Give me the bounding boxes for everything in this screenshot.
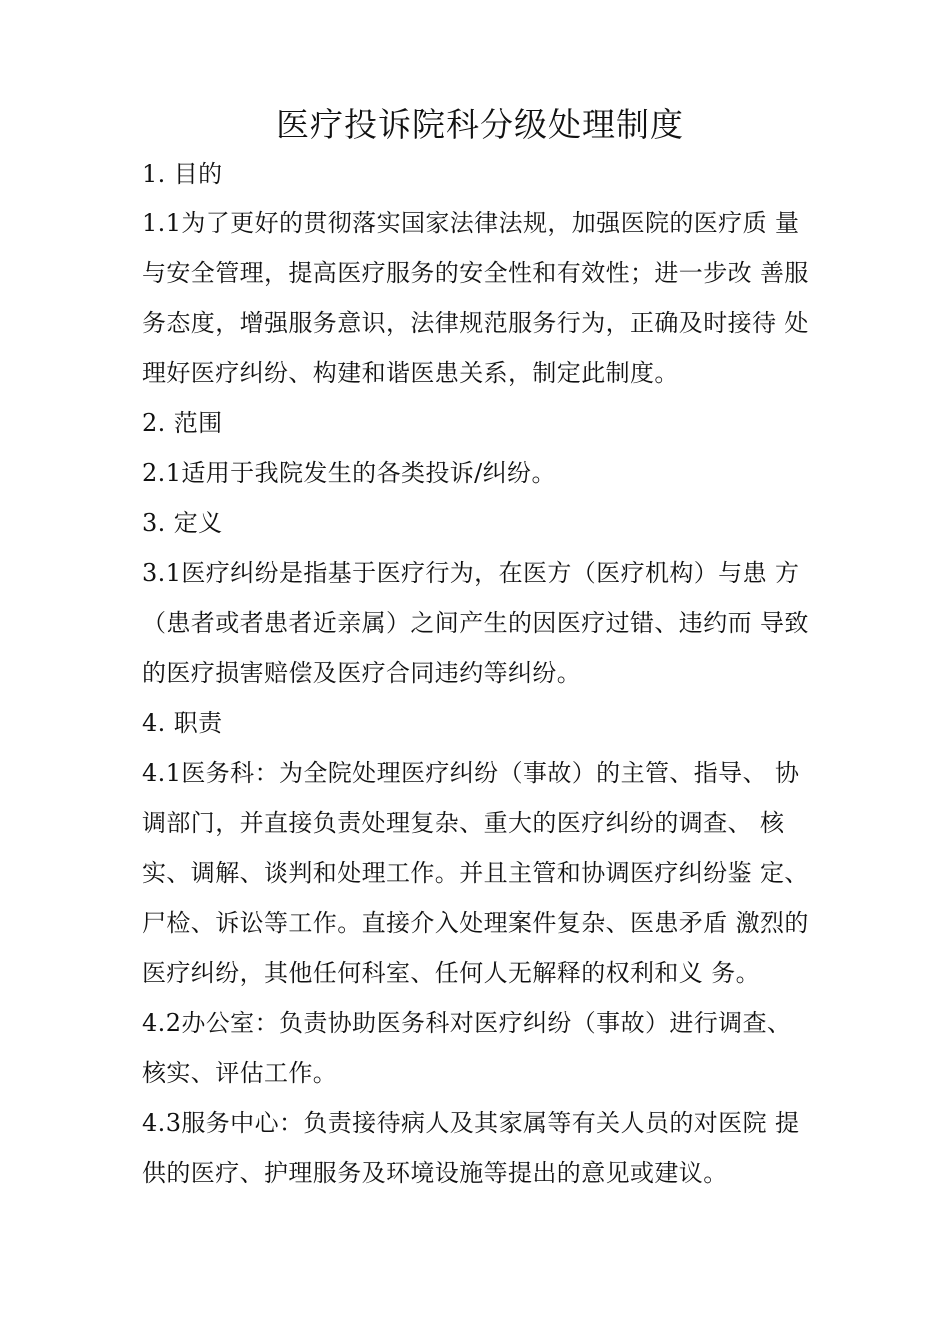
paragraph-line: 4.2办公室：负责协助医务科对医疗纠纷（事故）进行调查、 [142, 1009, 792, 1037]
paragraph-line: 的医疗损害赔偿及医疗合同违约等纠纷。 [142, 659, 582, 687]
paragraph-line: 核实、评估工作。 [142, 1059, 338, 1087]
paragraph-line: 4.1医务科：为全院处理医疗纠纷（事故）的主管、指导、 协 [142, 759, 800, 787]
paragraph-line: 与安全管理，提高医疗服务的安全性和有效性；进一步改 善服 [142, 259, 809, 287]
document-title: 医疗投诉院科分级处理制度 [276, 105, 684, 144]
paragraph-line: 务态度，增强服务意识，法律规范服务行为，正确及时接待 处 [142, 309, 809, 337]
paragraph-line: （患者或者患者近亲属）之间产生的因医疗过错、违约而 导致 [142, 609, 809, 637]
paragraph-line: 理好医疗纠纷、构建和谐医患关系，制定此制度。 [142, 359, 679, 387]
paragraph-line: 医疗纠纷，其他任何科室、任何人无解释的权利和义 务。 [142, 959, 761, 987]
paragraph-line: 4.3服务中心：负责接待病人及其家属等有关人员的对医院 提 [142, 1109, 800, 1137]
paragraph-line: 实、调解、谈判和处理工作。并且主管和协调医疗纠纷鉴 定、 [142, 859, 809, 887]
paragraph-line: 1.1为了更好的贯彻落实国家法律法规，加强医院的医疗质 量 [142, 209, 800, 237]
paragraph-line: 尸检、诉讼等工作。直接介入处理案件复杂、医患矛盾 激烈的 [142, 909, 809, 937]
section-heading-scope: 2. 范围 [142, 409, 223, 437]
section-heading-purpose: 1. 目的 [142, 160, 223, 188]
paragraph-line: 供的医疗、护理服务及环境设施等提出的意见或建议。 [142, 1159, 728, 1187]
paragraph-line: 调部门，并直接负责处理复杂、重大的医疗纠纷的调查、 核 [142, 809, 785, 837]
section-heading-definition: 3. 定义 [142, 509, 223, 537]
paragraph-line: 3.1医疗纠纷是指基于医疗行为，在医方（医疗机构）与患 方 [142, 559, 800, 587]
paragraph-line: 2.1适用于我院发生的各类投诉/纠纷。 [142, 459, 556, 487]
section-heading-duties: 4. 职责 [142, 709, 223, 737]
